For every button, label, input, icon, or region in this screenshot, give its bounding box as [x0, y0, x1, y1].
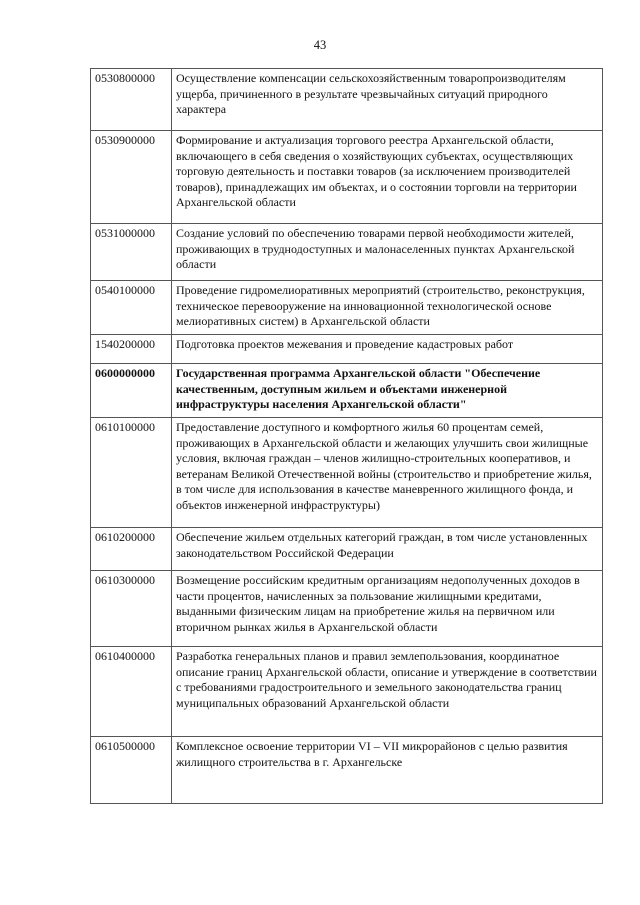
page-number: 43	[313, 38, 327, 52]
row-description: Формирование и актуализация торгового реестра Архангельской области, включающего в себя сведения о хозяйствующих субъектах, осуществляющих торговую деятельность и поставки товаров (за исключением производителей товаров), принадлежащих им объектах, и о состоянии торговли на территории Архангельской области	[172, 131, 603, 224]
table-row	[91, 528, 603, 571]
row-description: Предоставление доступного и комфортного жилья 60 процентам семей, проживающих в Архангельской области и желающих улучшить свои жилищные условия, включая граждан – членов жилищно-строительных кооперативов, и ветеранам Великой Отечественной войны (строительство и приобретение жилья, в том числе для использования в качестве маневренного жилищного фонда, и объектов инженерной инфраструктуры)	[172, 418, 603, 528]
row-description: Проведение гидромелиоративных мероприятий (строительство, реконструкция, техническое перевооружение на инновационной технологической основе мелиоративных систем) в Архангельской области	[172, 281, 603, 335]
row-code: 1540200000	[91, 335, 172, 364]
table-row	[91, 224, 603, 281]
row-description: Обеспечение жильем отдельных категорий граждан, в том числе установленных законодательством Российской Федерации	[172, 528, 603, 571]
row-code: 0531000000	[91, 224, 172, 281]
row-code: 0530900000	[91, 131, 172, 224]
table-row	[91, 737, 603, 804]
row-code: 0530800000	[91, 69, 172, 131]
row-description: Государственная программа Архангельской области "Обеспечение качественным, доступным жильем и объектами инженерной инфраструктуры населения Архангельской области"	[172, 364, 603, 418]
table-row	[91, 281, 603, 335]
table-row	[91, 418, 603, 528]
table-row	[91, 647, 603, 737]
table-row	[91, 335, 603, 364]
row-code: 0610500000	[91, 737, 172, 804]
table-row-program	[91, 364, 603, 418]
table-row	[91, 69, 603, 131]
row-description: Подготовка проектов межевания и проведение кадастровых работ	[172, 335, 603, 364]
table-row	[91, 571, 603, 647]
row-description: Возмещение российским кредитным организациям недополученных доходов в части процентов, начисленных за пользование жилищными кредитами, выданными физическим лицам на приобретение жилья на первичном или вторичном рынках жилья в Архангельской области	[172, 571, 603, 647]
row-code: 0610100000	[91, 418, 172, 528]
row-code: 0540100000	[91, 281, 172, 335]
row-description: Осуществление компенсации сельскохозяйственным товаропроизводителям ущерба, причиненного в результате чрезвычайных ситуаций природного характера	[172, 69, 603, 131]
row-description: Комплексное освоение территории VI – VII микрорайонов с целью развития жилищного строительства в г. Архангельске	[172, 737, 603, 804]
row-description: Создание условий по обеспечению товарами первой необходимости жителей, проживающих в труднодоступных и малонаселенных пунктах Архангельской области	[172, 224, 603, 281]
budget-code-table	[90, 68, 603, 804]
table-row	[91, 131, 603, 224]
row-description: Разработка генеральных планов и правил землепользования, координатное описание границ Архангельской области, описание и утверждение в соответствии с требованиями градостроительного и земельного законодательства границ муниципальных образований Архангельской области	[172, 647, 603, 737]
row-code: 0610200000	[91, 528, 172, 571]
row-code: 0610400000	[91, 647, 172, 737]
row-code: 0600000000	[91, 364, 172, 418]
row-code: 0610300000	[91, 571, 172, 647]
